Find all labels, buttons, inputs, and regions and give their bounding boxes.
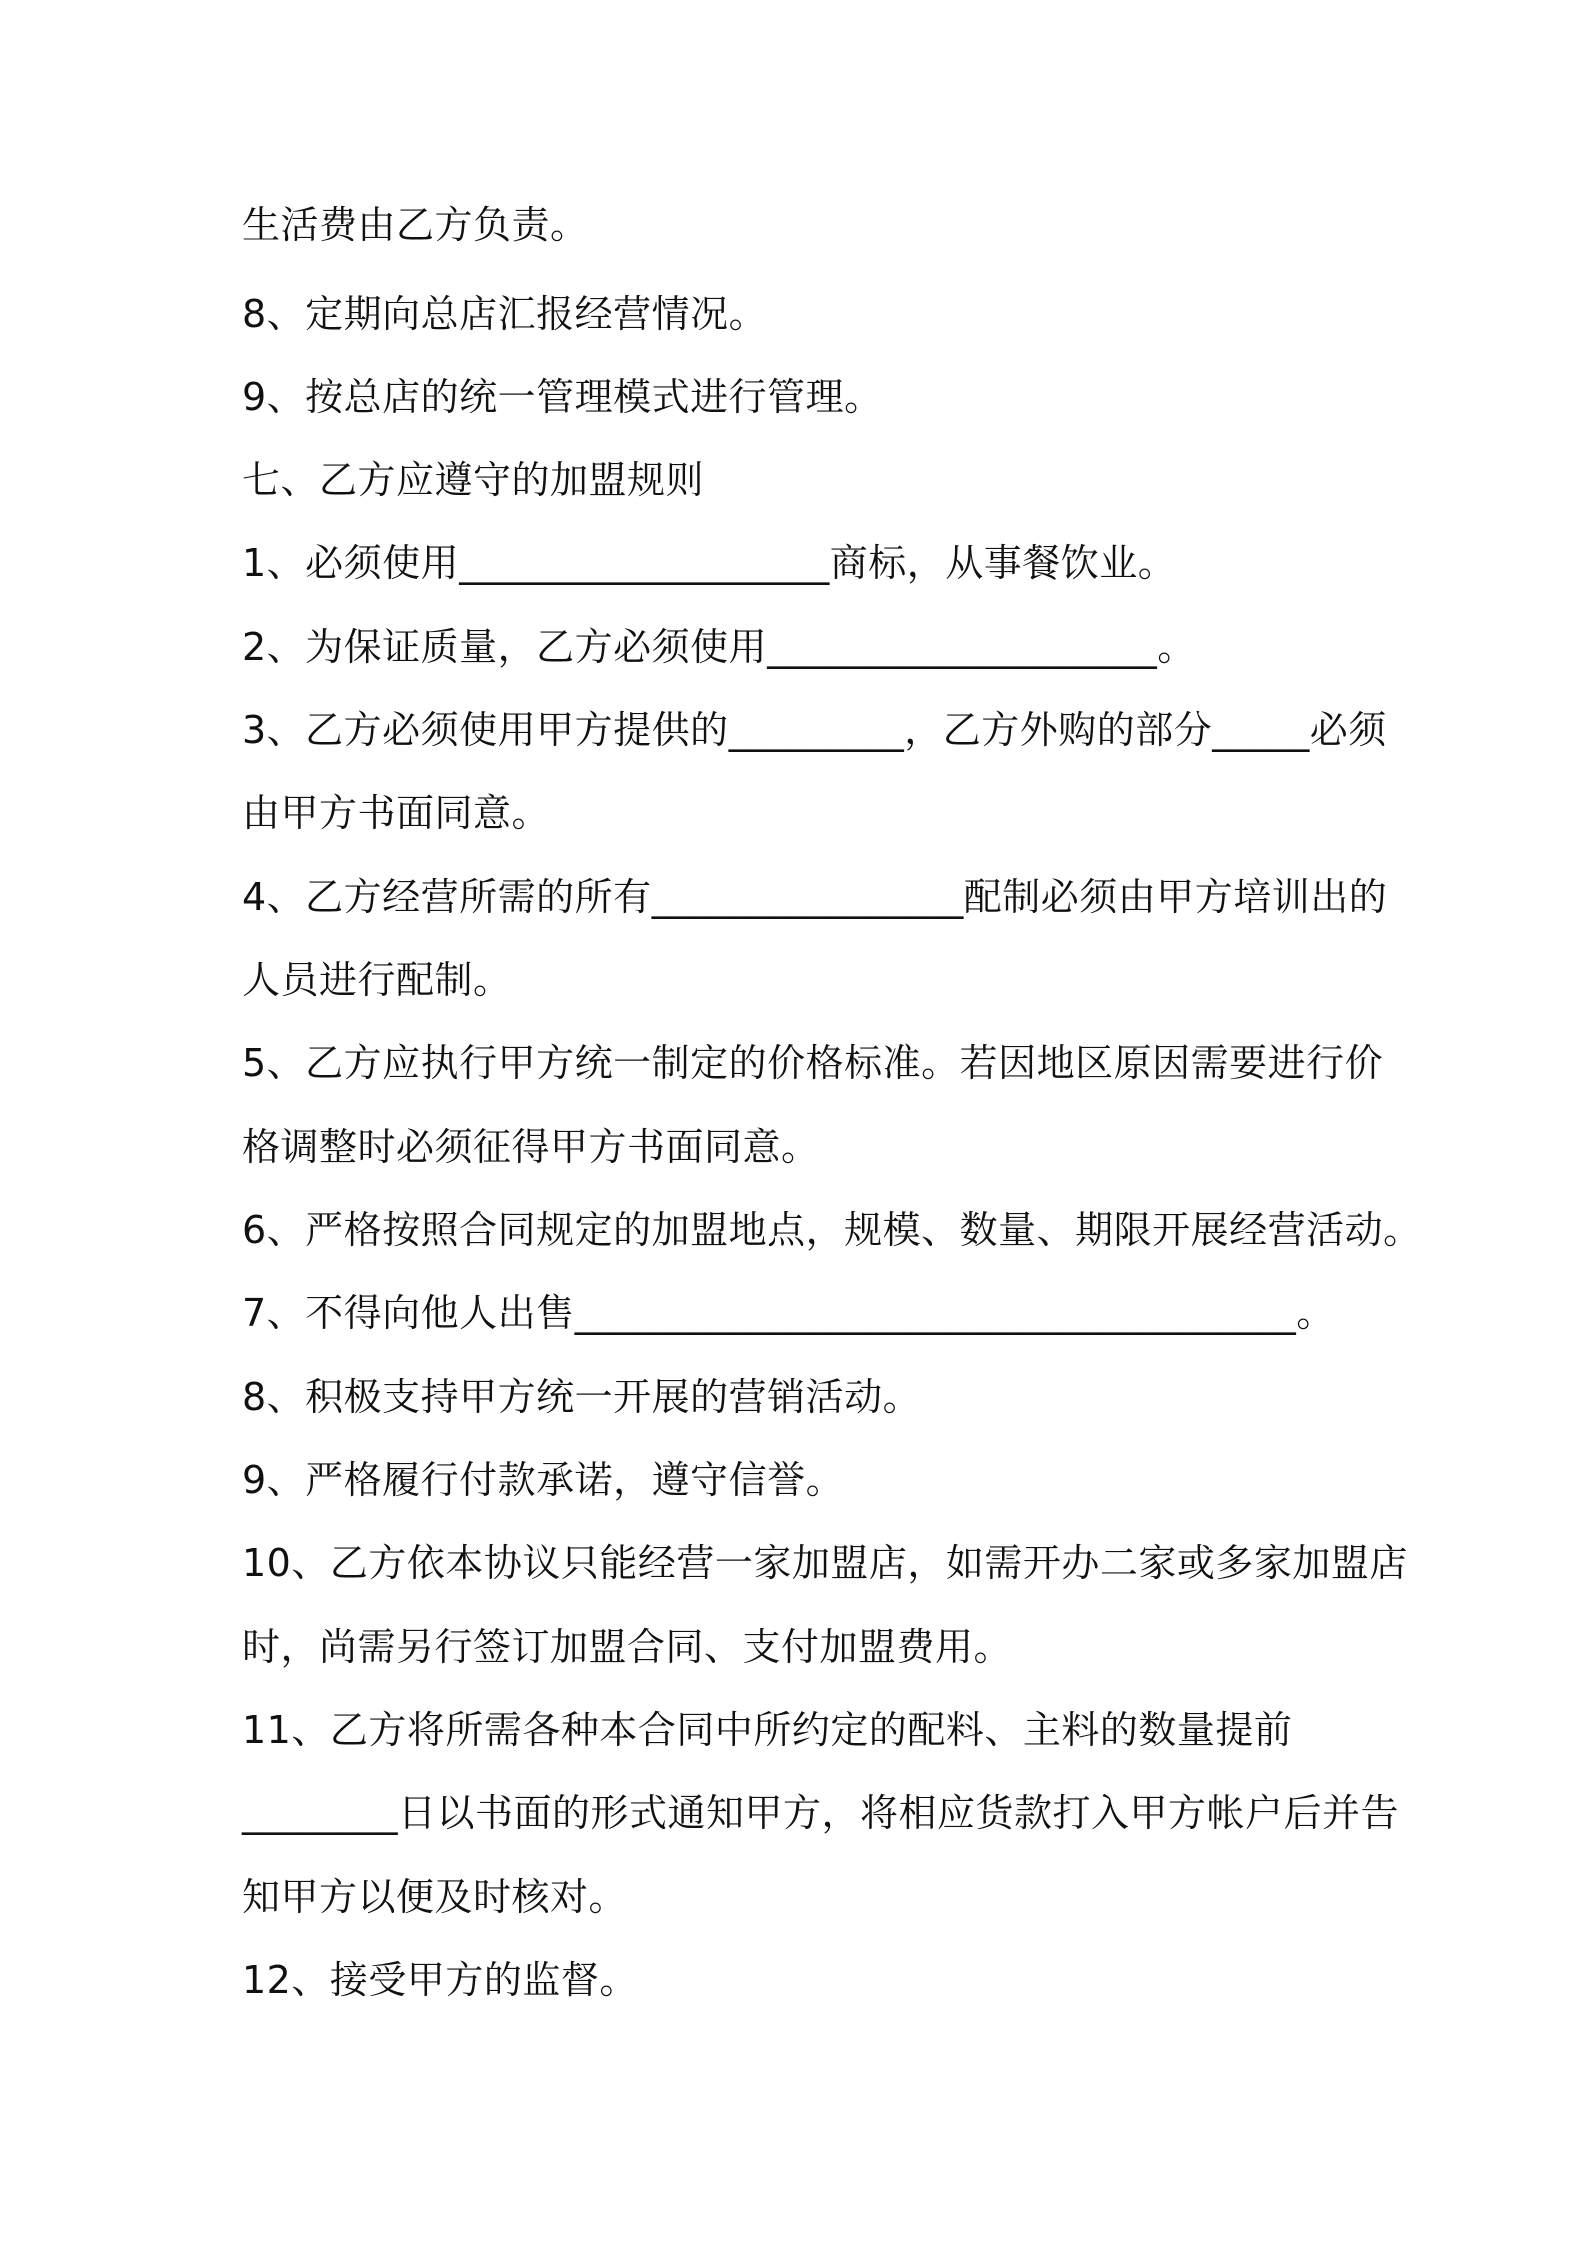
paragraph-line xyxy=(242,1704,1362,1756)
paragraph-line xyxy=(242,1121,1362,1173)
fill-in-blank: _________ xyxy=(728,708,905,752)
line-text: 商标，从事餐饮业。 xyxy=(829,541,1177,585)
line-text: 配制必须由甲方培训出的 xyxy=(963,875,1388,919)
paragraph-line xyxy=(242,1454,1362,1506)
fill-in-blank: _____ xyxy=(1212,708,1310,752)
fill-in-blank: _____________________________________ xyxy=(574,1291,1297,1335)
fill-in-blank: ___________________ xyxy=(459,541,830,585)
line-text: 人员进行配制。 xyxy=(242,958,512,1002)
line-text: 12、接受甲方的监督。 xyxy=(242,1958,638,2002)
fill-in-blank: ________________ xyxy=(651,875,964,919)
line-text: 10、乙方依本协议只能经营一家加盟店，如需开办二家或多家加盟店 xyxy=(242,1541,1408,1585)
fill-in-blank: ________ xyxy=(242,1791,398,1835)
paragraph-line xyxy=(242,621,1362,673)
line-text: 7、不得向他人出售 xyxy=(242,1291,575,1335)
line-text: 4、乙方经营所需的所有 xyxy=(242,875,652,919)
paragraph-line xyxy=(242,199,1362,251)
line-text: ，乙方外购的部分 xyxy=(904,708,1213,752)
paragraph-line xyxy=(242,1204,1422,1256)
paragraph-line xyxy=(242,1871,1362,1923)
line-text: 生活费由乙方负责。 xyxy=(242,203,589,247)
line-text: 必须 xyxy=(1309,708,1387,752)
line-text: 知甲方以便及时核对。 xyxy=(242,1875,628,1919)
line-text: 3、乙方必须使用甲方提供的 xyxy=(242,708,729,752)
line-text: 2、为保证质量，乙方必须使用 xyxy=(242,625,768,669)
paragraph-line xyxy=(242,371,1362,423)
paragraph-line xyxy=(242,871,1388,923)
paragraph-line xyxy=(242,1621,1362,1673)
fill-in-blank: ____________________ xyxy=(767,625,1158,669)
line-text: 由甲方书面同意。 xyxy=(242,791,551,835)
paragraph-line xyxy=(242,288,1362,340)
paragraph-line xyxy=(242,537,1362,589)
paragraph-line xyxy=(242,1787,1400,1839)
line-text: 8、积极支持甲方统一开展的营销活动。 xyxy=(242,1375,922,1419)
paragraph-line xyxy=(242,1537,1408,1589)
line-text: 格调整时必须征得甲方书面同意。 xyxy=(242,1125,820,1169)
line-text: 七、乙方应遵守的加盟规则 xyxy=(242,458,705,502)
line-text: 时，尚需另行签订加盟合同、支付加盟费用。 xyxy=(242,1625,1013,1669)
paragraph-line xyxy=(242,954,1362,1006)
paragraph-line xyxy=(242,1037,1384,1089)
line-text: 9、按总店的统一管理模式进行管理。 xyxy=(242,375,883,419)
line-text: 日以书面的形式通知甲方，将相应货款打入甲方帐户后并告 xyxy=(398,1791,1400,1835)
line-text: 6、严格按照合同规定的加盟地点，规模、数量、期限开展经营活动。 xyxy=(242,1208,1422,1252)
line-text: 11、乙方将所需各种本合同中所约定的配料、主料的数量提前 xyxy=(242,1708,1293,1752)
paragraph-line xyxy=(242,704,1387,756)
line-text: 9、严格履行付款承诺，遵守信誉。 xyxy=(242,1458,845,1502)
line-text: 1、必须使用 xyxy=(242,541,460,585)
line-text: 5、乙方应执行甲方统一制定的价格标准。若因地区原因需要进行价 xyxy=(242,1041,1384,1085)
paragraph-line xyxy=(242,1287,1362,1339)
paragraph-line xyxy=(242,787,1362,839)
line-text: 。 xyxy=(1157,625,1196,669)
line-text: 。 xyxy=(1296,1291,1335,1335)
section-heading xyxy=(242,454,1362,506)
paragraph-line xyxy=(242,1954,1362,2006)
line-text: 8、定期向总店汇报经营情况。 xyxy=(242,292,768,336)
paragraph-line xyxy=(242,1371,1362,1423)
